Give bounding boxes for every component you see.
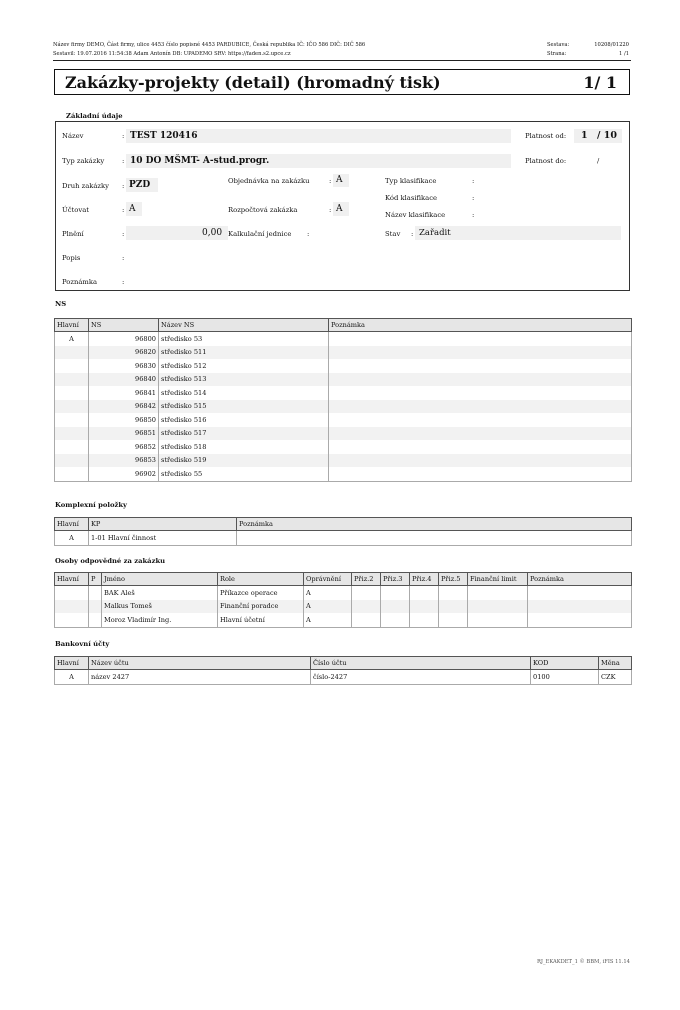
osoby-col-limit: Finanční limit bbox=[468, 573, 528, 586]
ns-cell-hlavni bbox=[55, 427, 89, 441]
ns-cell-hlavni bbox=[55, 373, 89, 387]
ns-col-hlavni: Hlavní bbox=[55, 319, 89, 332]
ns-cell-poznamka bbox=[329, 359, 632, 373]
ns-cell-ns: 96852 bbox=[89, 440, 159, 454]
kod-klasifikace-label: Kód klasifikace bbox=[385, 194, 438, 202]
osoby-cell bbox=[55, 600, 89, 614]
kp-table bbox=[54, 517, 632, 546]
osoby-cell bbox=[381, 586, 410, 600]
ns-cell-poznamka bbox=[329, 373, 632, 387]
section-title-basic: Základní údaje bbox=[66, 112, 123, 120]
report-footer: RJ_EKAKDET_1 © BBM, iFIS 11.14 bbox=[536, 959, 630, 965]
rozpoctova-label: Rozpočtová zakázka bbox=[228, 206, 298, 214]
objednavka-label: Objednávka na zakázku bbox=[228, 177, 310, 185]
osoby-cell-role: Hlavní účetní bbox=[218, 613, 304, 627]
ns-cell-poznamka bbox=[329, 346, 632, 360]
ns-col-nazev: Název NS bbox=[159, 319, 329, 332]
sestava-value: 10208/01220 bbox=[594, 42, 629, 48]
ns-cell-poznamka bbox=[329, 413, 632, 427]
ns-cell-ns: 96800 bbox=[89, 332, 159, 346]
osoby-cell bbox=[410, 586, 439, 600]
colon: : bbox=[307, 230, 310, 238]
ns-cell-nazev: středisko 515 bbox=[159, 400, 329, 414]
osoby-col-opravneni: Oprávnění bbox=[304, 573, 352, 586]
ns-cell-hlavni: A bbox=[55, 332, 89, 346]
stav-label: Stav bbox=[385, 230, 401, 238]
osoby-cell-jmeno: Moroz Vladimír Ing. bbox=[102, 613, 218, 627]
table-row bbox=[55, 670, 632, 685]
banky-header-row bbox=[55, 657, 632, 670]
colon: : bbox=[329, 206, 332, 214]
colon: : bbox=[122, 157, 125, 165]
title-box bbox=[54, 69, 630, 95]
osoby-cell-role: Finanční poradce bbox=[218, 600, 304, 614]
platnost-od-value2: / 10 bbox=[597, 130, 617, 141]
strana-label: Strana: bbox=[547, 51, 567, 57]
nazev-klasifikace-label: Název klasifikace bbox=[385, 211, 446, 219]
osoby-col-hlavni: Hlavní bbox=[55, 573, 89, 586]
banky-col-kod: KOD bbox=[531, 657, 599, 670]
osoby-col-priz4: Přiz.4 bbox=[410, 573, 439, 586]
ns-cell-hlavni bbox=[55, 454, 89, 468]
typ-value: 10 DO MŠMT- A-stud.progr. bbox=[130, 156, 270, 166]
platnost-do-value: / bbox=[597, 157, 600, 165]
banky-table bbox=[54, 656, 632, 685]
table-row bbox=[55, 613, 632, 627]
typ-label: Typ zakázky bbox=[62, 157, 105, 165]
page-number: 1/ 1 bbox=[583, 73, 617, 92]
ns-cell-ns: 96902 bbox=[89, 467, 159, 481]
ns-cell-ns: 96842 bbox=[89, 400, 159, 414]
ns-cell-ns: 96840 bbox=[89, 373, 159, 387]
osoby-col-priz5: Přiz.5 bbox=[439, 573, 468, 586]
osoby-cell bbox=[439, 600, 468, 614]
ns-cell-ns: 96830 bbox=[89, 359, 159, 373]
osoby-table bbox=[54, 572, 632, 628]
ns-cell-hlavni bbox=[55, 413, 89, 427]
ns-cell-poznamka bbox=[329, 454, 632, 468]
nazev-value: TEST 120416 bbox=[130, 131, 198, 141]
osoby-col-priz3: Přiz.3 bbox=[381, 573, 410, 586]
uctovat-label: Účtovat bbox=[62, 206, 89, 214]
table-row bbox=[55, 586, 632, 600]
osoby-cell bbox=[528, 586, 632, 600]
osoby-cell bbox=[468, 586, 528, 600]
osoby-cell bbox=[352, 613, 381, 627]
ns-cell-hlavni bbox=[55, 400, 89, 414]
ns-cell-nazev: středisko 53 bbox=[159, 332, 329, 346]
ns-cell-hlavni bbox=[55, 440, 89, 454]
kp-header-row bbox=[55, 518, 632, 531]
ns-cell-nazev: středisko 55 bbox=[159, 467, 329, 481]
ns-cell-hlavni bbox=[55, 467, 89, 481]
poznamka-label: Poznámka bbox=[62, 278, 98, 286]
plneni-value: 0,00 bbox=[202, 228, 223, 238]
ns-col-poznamka: Poznámka bbox=[329, 319, 632, 332]
table-row bbox=[55, 386, 632, 400]
section-title-ns: NS bbox=[55, 300, 67, 308]
ns-cell-hlavni bbox=[55, 346, 89, 360]
kp-col-poznamka: Poznámka bbox=[237, 518, 632, 531]
sestava-label: Sestava: bbox=[547, 42, 570, 48]
ns-cell-nazev: středisko 512 bbox=[159, 359, 329, 373]
banky-col-cislo: Číslo účtu bbox=[311, 657, 531, 670]
osoby-cell bbox=[352, 586, 381, 600]
rozpoctova-value: A bbox=[336, 204, 343, 214]
ns-col-ns: NS bbox=[89, 319, 159, 332]
ns-cell-nazev: středisko 519 bbox=[159, 454, 329, 468]
banky-cell-hlavni: A bbox=[55, 670, 89, 685]
banky-cell-kod: 0100 bbox=[531, 670, 599, 685]
table-row bbox=[55, 467, 632, 481]
osoby-cell bbox=[89, 613, 102, 627]
osoby-cell bbox=[468, 613, 528, 627]
colon: : bbox=[122, 132, 125, 140]
platnost-od-label: Platnost od: bbox=[525, 132, 567, 140]
table-row bbox=[55, 531, 632, 546]
company-line: Název firmy DEMO, Část firmy, ulice 4453 číslo popisné 4453 PARDUBICE, Česká republika IČ: IČO 586 DIČ: DIČ 586 bbox=[53, 42, 366, 48]
table-row bbox=[55, 346, 632, 360]
osoby-col-p: P bbox=[89, 573, 102, 586]
platnost-od-value: 1 bbox=[581, 130, 588, 141]
colon: : bbox=[122, 278, 125, 286]
osoby-cell bbox=[381, 600, 410, 614]
table-row bbox=[55, 359, 632, 373]
ns-cell-hlavni bbox=[55, 386, 89, 400]
banky-col-hlavni: Hlavní bbox=[55, 657, 89, 670]
banky-col-mena: Měna bbox=[599, 657, 632, 670]
table-row bbox=[55, 600, 632, 614]
osoby-cell bbox=[468, 600, 528, 614]
kp-cell-kp: 1-01 Hlavní činnost bbox=[89, 531, 237, 546]
ns-cell-nazev: středisko 511 bbox=[159, 346, 329, 360]
osoby-header-row bbox=[55, 573, 632, 586]
banky-cell-mena: CZK bbox=[599, 670, 632, 685]
banky-cell-cislo: číslo-2427 bbox=[311, 670, 531, 685]
ns-cell-nazev: středisko 516 bbox=[159, 413, 329, 427]
ns-cell-ns: 96820 bbox=[89, 346, 159, 360]
kp-cell-hlavni: A bbox=[55, 531, 89, 546]
table-row bbox=[55, 440, 632, 454]
osoby-cell bbox=[55, 586, 89, 600]
colon: : bbox=[122, 230, 125, 238]
kp-col-hlavni: Hlavní bbox=[55, 518, 89, 531]
ns-header-row bbox=[55, 319, 632, 332]
druh-label: Druh zakázky bbox=[62, 182, 109, 190]
table-row bbox=[55, 332, 632, 346]
strana-value: 1 /1 bbox=[619, 51, 629, 57]
osoby-cell bbox=[410, 600, 439, 614]
osoby-cell-opravneni: A bbox=[304, 613, 352, 627]
basic-info-box bbox=[55, 121, 630, 291]
table-row bbox=[55, 400, 632, 414]
plneni-label: Plnění bbox=[62, 230, 84, 238]
ns-cell-poznamka bbox=[329, 427, 632, 441]
osoby-cell bbox=[89, 586, 102, 600]
banky-cell-nazev: název 2427 bbox=[89, 670, 311, 685]
uctovat-value: A bbox=[129, 204, 136, 214]
druh-value: PZD bbox=[129, 180, 151, 190]
osoby-cell bbox=[89, 600, 102, 614]
colon: : bbox=[472, 211, 475, 219]
osoby-cell-jmeno: Malkus Tomeš bbox=[102, 600, 218, 614]
nazev-label: Název bbox=[62, 132, 84, 140]
ns-cell-ns: 96851 bbox=[89, 427, 159, 441]
table-row bbox=[55, 454, 632, 468]
ns-cell-poznamka bbox=[329, 440, 632, 454]
ns-cell-nazev: středisko 517 bbox=[159, 427, 329, 441]
kp-col-kp: KP bbox=[89, 518, 237, 531]
osoby-cell bbox=[528, 613, 632, 627]
compiled-line: Sestavil: 19.07.2016 11:54:38 Adam Antonín DB: UPADEMO SRV: https://faden.s2.upce.cz bbox=[53, 51, 291, 57]
osoby-cell bbox=[410, 613, 439, 627]
osoby-cell bbox=[55, 613, 89, 627]
report-header bbox=[53, 42, 631, 61]
osoby-col-poznamka: Poznámka bbox=[528, 573, 632, 586]
section-title-kp: Komplexní položky bbox=[55, 501, 128, 509]
osoby-cell-opravneni: A bbox=[304, 586, 352, 600]
colon: : bbox=[329, 177, 332, 185]
osoby-cell bbox=[439, 586, 468, 600]
stav-value: Zařadit bbox=[419, 228, 451, 238]
osoby-cell-opravneni: A bbox=[304, 600, 352, 614]
osoby-cell bbox=[352, 600, 381, 614]
ns-cell-nazev: středisko 514 bbox=[159, 386, 329, 400]
ns-cell-ns: 96853 bbox=[89, 454, 159, 468]
table-row bbox=[55, 427, 632, 441]
colon: : bbox=[472, 194, 475, 202]
ns-cell-poznamka bbox=[329, 467, 632, 481]
ns-cell-poznamka bbox=[329, 332, 632, 346]
osoby-col-role: Role bbox=[218, 573, 304, 586]
table-row bbox=[55, 373, 632, 387]
banky-col-nazev: Název účtu bbox=[89, 657, 311, 670]
osoby-cell-role: Příkazce operace bbox=[218, 586, 304, 600]
ns-cell-ns: 96850 bbox=[89, 413, 159, 427]
popis-label: Popis bbox=[62, 254, 81, 262]
colon: : bbox=[472, 177, 475, 185]
ns-cell-nazev: středisko 518 bbox=[159, 440, 329, 454]
ns-cell-poznamka bbox=[329, 400, 632, 414]
osoby-cell bbox=[381, 613, 410, 627]
section-title-osoby: Osoby odpovědné za zakázku bbox=[55, 557, 166, 565]
kp-cell-poznamka bbox=[237, 531, 632, 546]
ns-table bbox=[54, 318, 632, 482]
typ-klasifikace-label: Typ klasifikace bbox=[385, 177, 437, 185]
kalkulacni-label: Kalkulační jednice bbox=[228, 230, 292, 238]
colon: : bbox=[411, 230, 414, 238]
ns-cell-ns: 96841 bbox=[89, 386, 159, 400]
table-row bbox=[55, 413, 632, 427]
osoby-col-priz2: Přiz.2 bbox=[352, 573, 381, 586]
section-title-banky: Bankovní účty bbox=[55, 640, 110, 648]
colon: : bbox=[122, 254, 125, 262]
colon: : bbox=[122, 182, 125, 190]
osoby-col-jmeno: Jméno bbox=[102, 573, 218, 586]
ns-cell-nazev: středisko 513 bbox=[159, 373, 329, 387]
osoby-cell bbox=[528, 600, 632, 614]
objednavka-value: A bbox=[336, 175, 343, 185]
osoby-cell bbox=[439, 613, 468, 627]
colon: : bbox=[122, 206, 125, 214]
page-title: Zakázky-projekty (detail) (hromadný tisk) bbox=[65, 73, 441, 92]
ns-cell-poznamka bbox=[329, 386, 632, 400]
platnost-do-label: Platnost do: bbox=[525, 157, 567, 165]
ns-cell-hlavni bbox=[55, 359, 89, 373]
osoby-cell-jmeno: BAK Aleš bbox=[102, 586, 218, 600]
